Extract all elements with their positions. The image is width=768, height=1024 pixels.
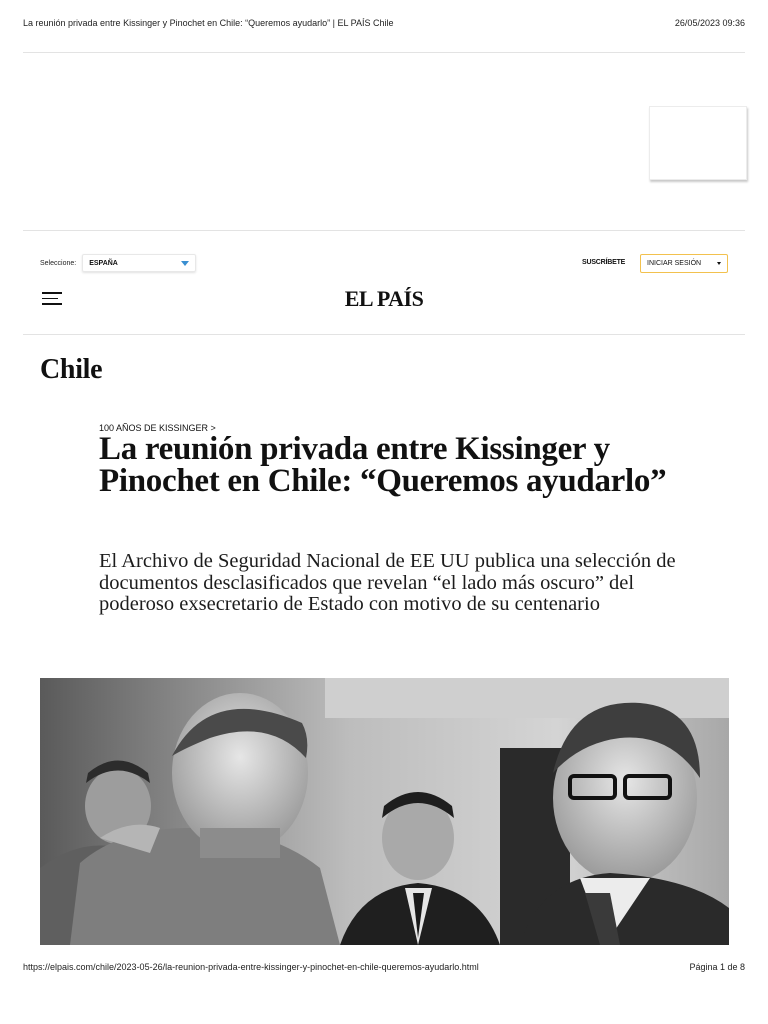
print-header-datetime: 26/05/2023 09:36 bbox=[674, 18, 745, 28]
header-divider bbox=[23, 52, 745, 53]
chevron-down-icon bbox=[717, 262, 721, 265]
article-kicker[interactable]: 100 AÑOS DE KISSINGER > bbox=[99, 423, 216, 433]
print-header bbox=[23, 18, 745, 28]
print-footer-url: https://elpais.com/chile/2023-05-26/la-reunion-privada-entre-kissinger-y-pinochet-en-chile-queremos-ayudarlo.html bbox=[23, 962, 479, 972]
edition-selector bbox=[40, 254, 196, 272]
edition-label: Seleccione: bbox=[40, 259, 77, 267]
article-subheadline: El Archivo de Seguridad Nacional de EE UU publica una selección de documentos desclasificados que revelan “el lado más oscuro” del poderoso exsecretario de Estado con motivo de su centenario bbox=[99, 550, 676, 615]
chevron-down-icon bbox=[181, 261, 189, 266]
edition-select-value: ESPAÑA bbox=[89, 259, 118, 267]
login-button-label: INICIAR SESIÓN bbox=[647, 260, 702, 267]
edition-select[interactable] bbox=[82, 254, 196, 272]
article-lead-photo bbox=[40, 678, 729, 945]
ad-divider bbox=[23, 230, 745, 231]
login-button[interactable] bbox=[640, 254, 728, 273]
print-footer-page: Página 1 de 8 bbox=[689, 962, 745, 972]
ad-placeholder[interactable] bbox=[649, 106, 747, 180]
subscribe-link[interactable]: SUSCRÍBETE bbox=[582, 259, 626, 266]
article-headline: La reunión privada entre Kissinger y Pinochet en Chile: “Queremos ayudarlo” bbox=[99, 431, 667, 499]
print-header-title: La reunión privada entre Kissinger y Pinochet en Chile: “Queremos ayudarlo” | EL PAÍS Chile bbox=[23, 18, 394, 28]
photo-illustration bbox=[40, 678, 729, 945]
masthead-divider bbox=[23, 334, 745, 335]
print-footer bbox=[23, 962, 745, 972]
site-logo[interactable]: EL PAÍS bbox=[344, 286, 424, 311]
section-title[interactable]: Chile bbox=[40, 354, 103, 385]
